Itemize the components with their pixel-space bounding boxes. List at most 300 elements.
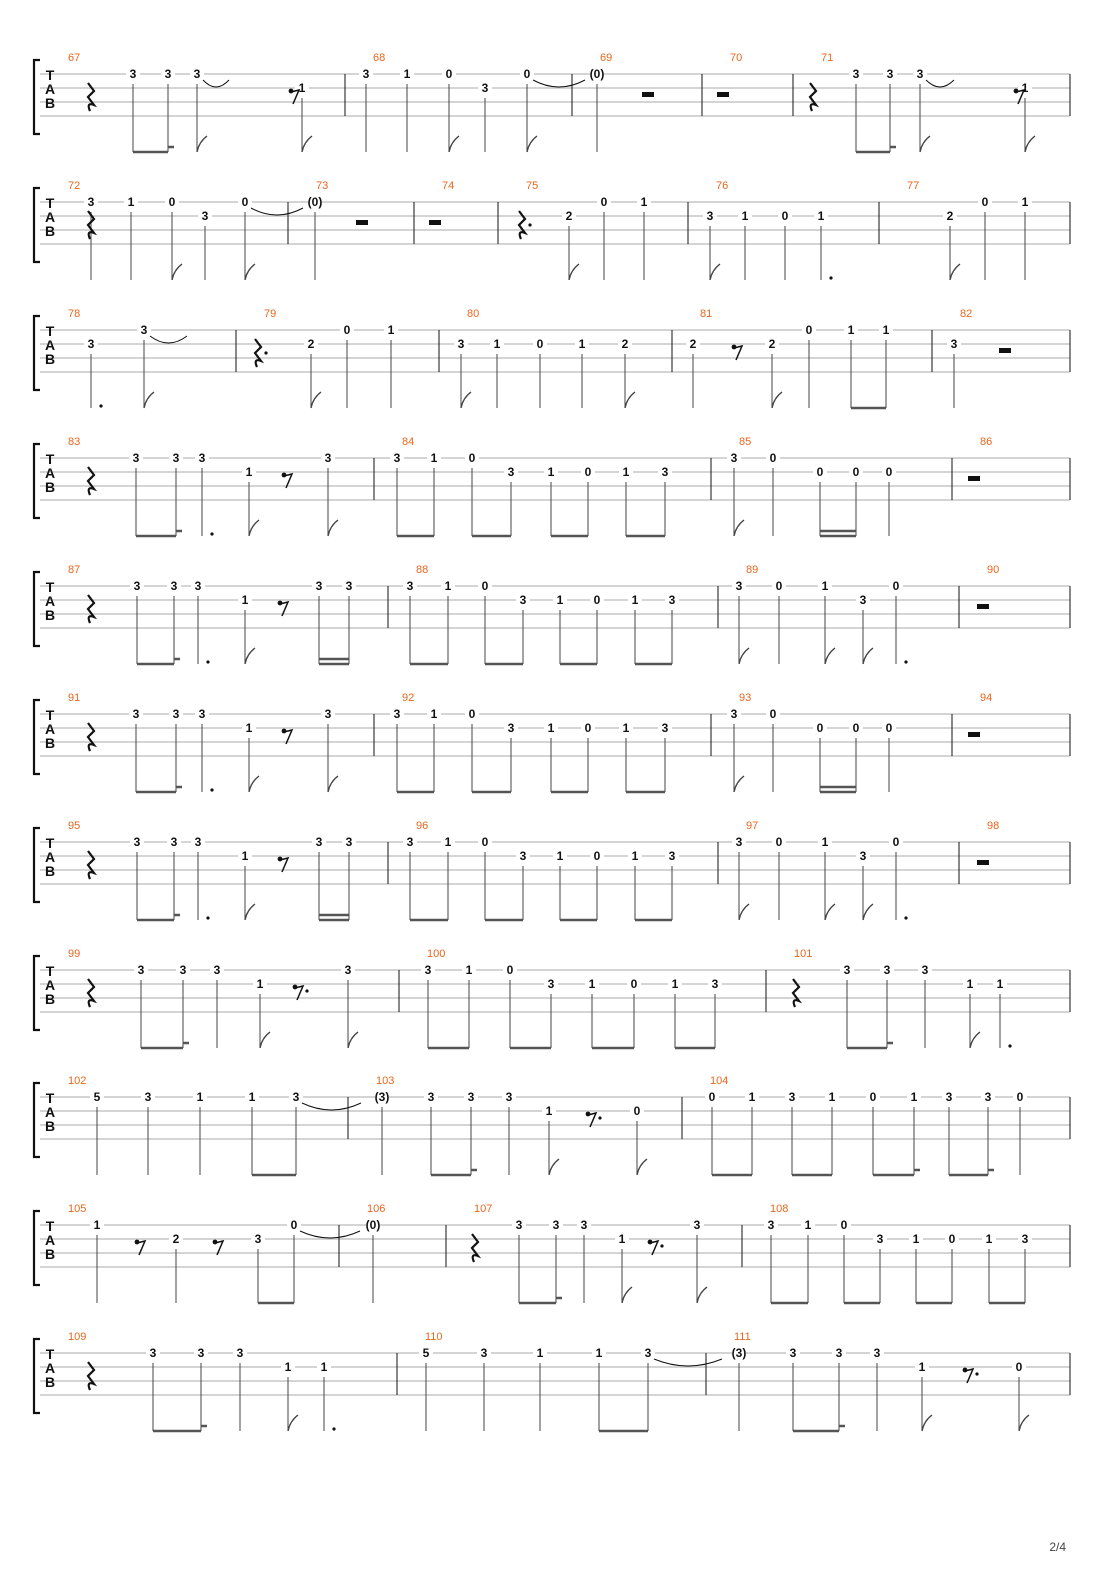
note-flag (461, 392, 471, 408)
fret-number: 3 (711, 977, 719, 991)
fret-number: 3 (859, 593, 867, 607)
quarter-rest (88, 1362, 94, 1390)
fret-number: 1 (966, 977, 974, 991)
fret-number: 3 (194, 579, 202, 593)
half-rest (642, 92, 654, 97)
fret-number: 1 (588, 977, 596, 991)
fret-number: 3 (706, 209, 714, 223)
fret-number: 1 (444, 835, 452, 849)
fret-number: 0 (775, 579, 783, 593)
fret-number: 3 (668, 593, 676, 607)
measure-number: 75 (526, 180, 539, 192)
system-bracket (34, 828, 40, 902)
measure-number: 87 (68, 564, 81, 576)
fret-number: 3 (132, 707, 140, 721)
note-flag (710, 264, 720, 280)
tab-clef-letter: B (44, 735, 56, 751)
measure-number: 91 (68, 692, 81, 704)
note-flag (197, 136, 207, 152)
system-bracket (34, 700, 40, 774)
quarter-rest (88, 83, 94, 111)
fret-number: 3 (144, 1090, 152, 1104)
fret-number: 0 (769, 707, 777, 721)
fret-number: 3 (788, 1090, 796, 1104)
fret-number: 3 (427, 1090, 435, 1104)
tab-system (34, 692, 1070, 792)
fret-number: 1 (248, 1090, 256, 1104)
note-flag (348, 1032, 358, 1048)
note-flag (288, 1415, 298, 1431)
fret-number: 1 (245, 465, 253, 479)
fret-number: 3 (406, 579, 414, 593)
measure-number: 101 (794, 948, 813, 960)
fret-number: 3 (292, 1090, 300, 1104)
fret-number: 3 (916, 67, 924, 81)
tab-clef-letter: A (44, 721, 56, 737)
fret-number: 0 (885, 721, 893, 735)
note-flag (970, 1032, 980, 1048)
measure-number: 103 (376, 1075, 395, 1087)
fret-number: 3 (730, 451, 738, 465)
fret-number: 3 (406, 835, 414, 849)
fret-number: 1 (821, 579, 829, 593)
fret-number: 1 (430, 707, 438, 721)
note-flag (245, 648, 255, 664)
fret-number: 0 (633, 1104, 641, 1118)
fret-number: 1 (493, 337, 501, 351)
fret-number: 2 (946, 209, 954, 223)
fret-number: 3 (129, 67, 137, 81)
fret-number: 2 (172, 1232, 180, 1246)
fret-number: 0 (584, 465, 592, 479)
fret-number: 3 (393, 451, 401, 465)
fret-number: 3 (393, 707, 401, 721)
fret-number: 1 (547, 465, 555, 479)
fret-number: 3 (505, 1090, 513, 1104)
measure-number: 68 (373, 52, 386, 64)
fret-number: 1 (741, 209, 749, 223)
fret-number: 3 (197, 1346, 205, 1360)
measure-number: 71 (821, 52, 834, 64)
fret-number: 1 (1021, 195, 1029, 209)
fret-number: 3 (519, 849, 527, 863)
note-flag (1019, 1415, 1029, 1431)
system-bracket (34, 1083, 40, 1157)
note-flag (950, 264, 960, 280)
fret-number: 1 (241, 849, 249, 863)
fret-number: (0) (307, 195, 323, 209)
fret-number: 2 (768, 337, 776, 351)
measure-number: 82 (960, 308, 973, 320)
fret-number: 3 (859, 849, 867, 863)
note-flag (249, 520, 259, 536)
half-rest (968, 476, 980, 481)
fret-number: 1 (671, 977, 679, 991)
fret-number: 1 (196, 1090, 204, 1104)
fret-number: 3 (345, 835, 353, 849)
fret-number: 1 (284, 1360, 292, 1374)
half-rest (999, 348, 1011, 353)
measure-number: 69 (600, 52, 613, 64)
fret-number: 3 (236, 1346, 244, 1360)
fret-number: 1 (918, 1360, 926, 1374)
tab-system (34, 436, 1070, 536)
fret-number: 3 (149, 1346, 157, 1360)
tab-clef-letter: T (45, 323, 55, 339)
tab-clef-letter: A (44, 593, 56, 609)
measure-number: 111 (734, 1331, 751, 1343)
fret-number: 3 (735, 835, 743, 849)
fret-number: 1 (320, 1360, 328, 1374)
half-rest (968, 732, 980, 737)
measure-number: 102 (68, 1075, 87, 1087)
tab-system (34, 564, 1070, 664)
note-flag (825, 904, 835, 920)
fret-number: 5 (93, 1090, 101, 1104)
note-flag (449, 136, 459, 152)
measure-number: 85 (739, 436, 752, 448)
dot (210, 532, 213, 535)
fret-number: 0 (630, 977, 638, 991)
tab-clef-letter: A (44, 209, 56, 225)
half-rest (977, 860, 989, 865)
system-bracket (34, 60, 40, 134)
fret-number: 0 (840, 1218, 848, 1232)
fret-number: 1 (821, 835, 829, 849)
dot (206, 660, 209, 663)
half-rest (977, 604, 989, 609)
fret-number: 1 (817, 209, 825, 223)
fret-number: 1 (631, 593, 639, 607)
note-flag (527, 136, 537, 152)
fret-number: 3 (457, 337, 465, 351)
fret-number: 1 (622, 721, 630, 735)
fret-number: 3 (852, 67, 860, 81)
dot (829, 276, 832, 279)
tie-arc (300, 1231, 360, 1238)
fret-number: 1 (631, 849, 639, 863)
fret-number: 3 (172, 707, 180, 721)
fret-number: (3) (374, 1090, 390, 1104)
system-bracket (34, 1211, 40, 1285)
fret-number: 0 (852, 721, 860, 735)
fret-number: 3 (789, 1346, 797, 1360)
fret-number: 0 (584, 721, 592, 735)
tab-clef-letter: B (44, 1118, 56, 1134)
dot (1008, 1044, 1011, 1047)
note-flag (302, 136, 312, 152)
fret-number: 1 (882, 323, 890, 337)
fret-number: 0 (536, 337, 544, 351)
note-flag (734, 520, 744, 536)
fret-number: 2 (689, 337, 697, 351)
measure-number: 79 (264, 308, 277, 320)
measure-number: 107 (474, 1203, 493, 1215)
fret-number: 3 (481, 81, 489, 95)
tab-clef-letter: T (45, 835, 55, 851)
fret-number: 1 (430, 451, 438, 465)
quarter-rest (88, 979, 94, 1007)
note-flag (328, 520, 338, 536)
tab-system (34, 1075, 1070, 1175)
dot (528, 223, 531, 226)
measure-number: 105 (68, 1203, 87, 1215)
fret-number: 1 (595, 1346, 603, 1360)
fret-number: 0 (290, 1218, 298, 1232)
fret-number: 1 (256, 977, 264, 991)
measure-number: 94 (980, 692, 993, 704)
fret-number: 1 (847, 323, 855, 337)
page-number: 2/4 (1049, 1540, 1066, 1554)
tab-clef-letter: B (44, 863, 56, 879)
system-bracket (34, 1339, 40, 1413)
note-flag (260, 1032, 270, 1048)
fret-number: 0 (1015, 1360, 1023, 1374)
measure-number: 81 (700, 308, 713, 320)
fret-number: 0 (506, 963, 514, 977)
system-bracket (34, 572, 40, 646)
tab-system (34, 308, 1070, 408)
fret-number: 0 (593, 593, 601, 607)
tie-arc (533, 80, 585, 87)
fret-number: 3 (507, 465, 515, 479)
measure-number: 93 (739, 692, 752, 704)
fret-number: 0 (769, 451, 777, 465)
measure-number: 80 (467, 308, 480, 320)
system-bracket (34, 188, 40, 262)
dot (99, 404, 102, 407)
measure-number: 76 (716, 180, 729, 192)
fret-number: 3 (552, 1218, 560, 1232)
tab-system (34, 820, 1070, 920)
tab-system (34, 948, 1070, 1048)
fret-number: 3 (172, 451, 180, 465)
fret-number: 0 (241, 195, 249, 209)
fret-number: 1 (578, 337, 586, 351)
note-flag (144, 392, 154, 408)
fret-number: 0 (852, 465, 860, 479)
fret-number: 1 (127, 195, 135, 209)
fret-number: 3 (693, 1218, 701, 1232)
fret-number: 1 (465, 963, 473, 977)
note-flag (734, 776, 744, 792)
note-flag (772, 392, 782, 408)
fret-number: 3 (201, 209, 209, 223)
dot (206, 916, 209, 919)
fret-number: 0 (708, 1090, 716, 1104)
fret-number: 1 (245, 721, 253, 735)
fret-number: 0 (805, 323, 813, 337)
fret-number: 1 (640, 195, 648, 209)
fret-number: 3 (133, 579, 141, 593)
tab-clef-letter: T (45, 1346, 55, 1362)
note-flag (549, 1159, 559, 1175)
tab-clef-letter: T (45, 1218, 55, 1234)
fret-number: 3 (164, 67, 172, 81)
measure-number: 74 (442, 180, 455, 192)
fret-number: 3 (345, 579, 353, 593)
note-flag (569, 264, 579, 280)
tab-clef-letter: T (45, 67, 55, 83)
fret-number: 3 (315, 835, 323, 849)
note-flag (739, 648, 749, 664)
fret-number: 1 (804, 1218, 812, 1232)
measure-number: 78 (68, 308, 81, 320)
fret-number: 0 (816, 465, 824, 479)
fret-number: 1 (622, 465, 630, 479)
fret-number: 3 (133, 835, 141, 849)
quarter-rest (88, 595, 94, 623)
tab-clef-letter: B (44, 991, 56, 1007)
fret-number: 1 (912, 1232, 920, 1246)
note-flag (739, 904, 749, 920)
fret-number: 1 (556, 593, 564, 607)
fret-number: 3 (344, 963, 352, 977)
measure-number: 70 (730, 52, 743, 64)
fret-number: 3 (213, 963, 221, 977)
fret-number: 3 (137, 963, 145, 977)
dot (904, 916, 907, 919)
quarter-rest (793, 979, 799, 1007)
fret-number: (0) (365, 1218, 381, 1232)
fret-number: 1 (828, 1090, 836, 1104)
measure-number: 89 (746, 564, 759, 576)
tie-arc (926, 80, 954, 87)
measure-number: 84 (402, 436, 415, 448)
measure-number: 106 (367, 1203, 386, 1215)
fret-number: 1 (556, 849, 564, 863)
note-flag (311, 392, 321, 408)
fret-number: 3 (767, 1218, 775, 1232)
fret-number: 0 (468, 707, 476, 721)
measure-number: 108 (770, 1203, 789, 1215)
fret-number: 1 (93, 1218, 101, 1232)
fret-number: 1 (910, 1090, 918, 1104)
fret-number: 3 (843, 963, 851, 977)
fret-number: 1 (547, 721, 555, 735)
measure-number: 110 (425, 1331, 443, 1343)
tab-clef-letter: A (44, 1104, 56, 1120)
fret-number: 0 (869, 1090, 877, 1104)
fret-number: 3 (193, 67, 201, 81)
fret-number: 1 (387, 323, 395, 337)
quarter-rest (472, 1234, 478, 1262)
fret-number: 0 (775, 835, 783, 849)
measure-number: 67 (68, 52, 81, 64)
tab-clef-letter: T (45, 1090, 55, 1106)
tab-clef-letter: B (44, 351, 56, 367)
note-flag (863, 904, 873, 920)
measure-number: 95 (68, 820, 81, 832)
measure-number: 92 (402, 692, 415, 704)
fret-number: (3) (731, 1346, 747, 1360)
measure-number: 88 (416, 564, 429, 576)
fret-number: 3 (170, 579, 178, 593)
tab-system (34, 180, 1070, 280)
fret-number: 3 (424, 963, 432, 977)
quarter-rest (88, 851, 94, 879)
note-flag (622, 1287, 632, 1303)
half-rest (429, 220, 441, 225)
fret-number: 3 (254, 1232, 262, 1246)
dot (210, 788, 213, 791)
fret-number: 3 (324, 451, 332, 465)
note-flag (863, 648, 873, 664)
fret-number: 1 (1021, 81, 1029, 95)
system-bracket (34, 444, 40, 518)
fret-number: 3 (886, 67, 894, 81)
fret-number: 1 (241, 593, 249, 607)
fret-number: 0 (445, 67, 453, 81)
fret-number: 3 (735, 579, 743, 593)
fret-number: 0 (1016, 1090, 1024, 1104)
note-flag (825, 648, 835, 664)
fret-number: 3 (945, 1090, 953, 1104)
note-flag (922, 1415, 932, 1431)
fret-number: 0 (892, 579, 900, 593)
fret-number: 0 (593, 849, 601, 863)
fret-number: 1 (545, 1104, 553, 1118)
fret-number: 3 (661, 721, 669, 735)
note-flag (245, 264, 255, 280)
dot (332, 1427, 335, 1430)
fret-number: 0 (343, 323, 351, 337)
fret-number: 3 (194, 835, 202, 849)
tab-clef-letter: B (44, 479, 56, 495)
fret-number: 1 (985, 1232, 993, 1246)
system-bracket (34, 956, 40, 1030)
measure-number: 72 (68, 180, 81, 192)
fret-number: 3 (668, 849, 676, 863)
tab-clef-letter: A (44, 465, 56, 481)
fret-number: 1 (536, 1346, 544, 1360)
note-flag (245, 904, 255, 920)
fret-number: 0 (168, 195, 176, 209)
measure-number: 99 (68, 948, 81, 960)
fret-number: 3 (179, 963, 187, 977)
note-flag (172, 264, 182, 280)
tab-clef-letter: B (44, 607, 56, 623)
system-bracket (34, 316, 40, 390)
fret-number: 0 (523, 67, 531, 81)
fret-number: (0) (589, 67, 605, 81)
dot (975, 1372, 978, 1375)
quarter-rest (255, 339, 261, 367)
tab-clef-letter: A (44, 977, 56, 993)
fret-number: 2 (565, 209, 573, 223)
measure-number: 77 (907, 180, 920, 192)
fret-number: 5 (422, 1346, 430, 1360)
fret-number: 0 (481, 579, 489, 593)
tie-arc (150, 336, 187, 343)
note-flag (637, 1159, 647, 1175)
fret-number: 3 (984, 1090, 992, 1104)
dot (264, 351, 267, 354)
fret-number: 1 (444, 579, 452, 593)
tab-clef-letter: T (45, 195, 55, 211)
dot (904, 660, 907, 663)
note-flag (1025, 136, 1035, 152)
fret-number: 3 (883, 963, 891, 977)
fret-number: 3 (1021, 1232, 1029, 1246)
fret-number: 3 (580, 1218, 588, 1232)
note-flag (920, 136, 930, 152)
fret-number: 3 (87, 337, 95, 351)
fret-number: 3 (170, 835, 178, 849)
fret-number: 3 (873, 1346, 881, 1360)
fret-number: 3 (547, 977, 555, 991)
half-rest (356, 220, 368, 225)
